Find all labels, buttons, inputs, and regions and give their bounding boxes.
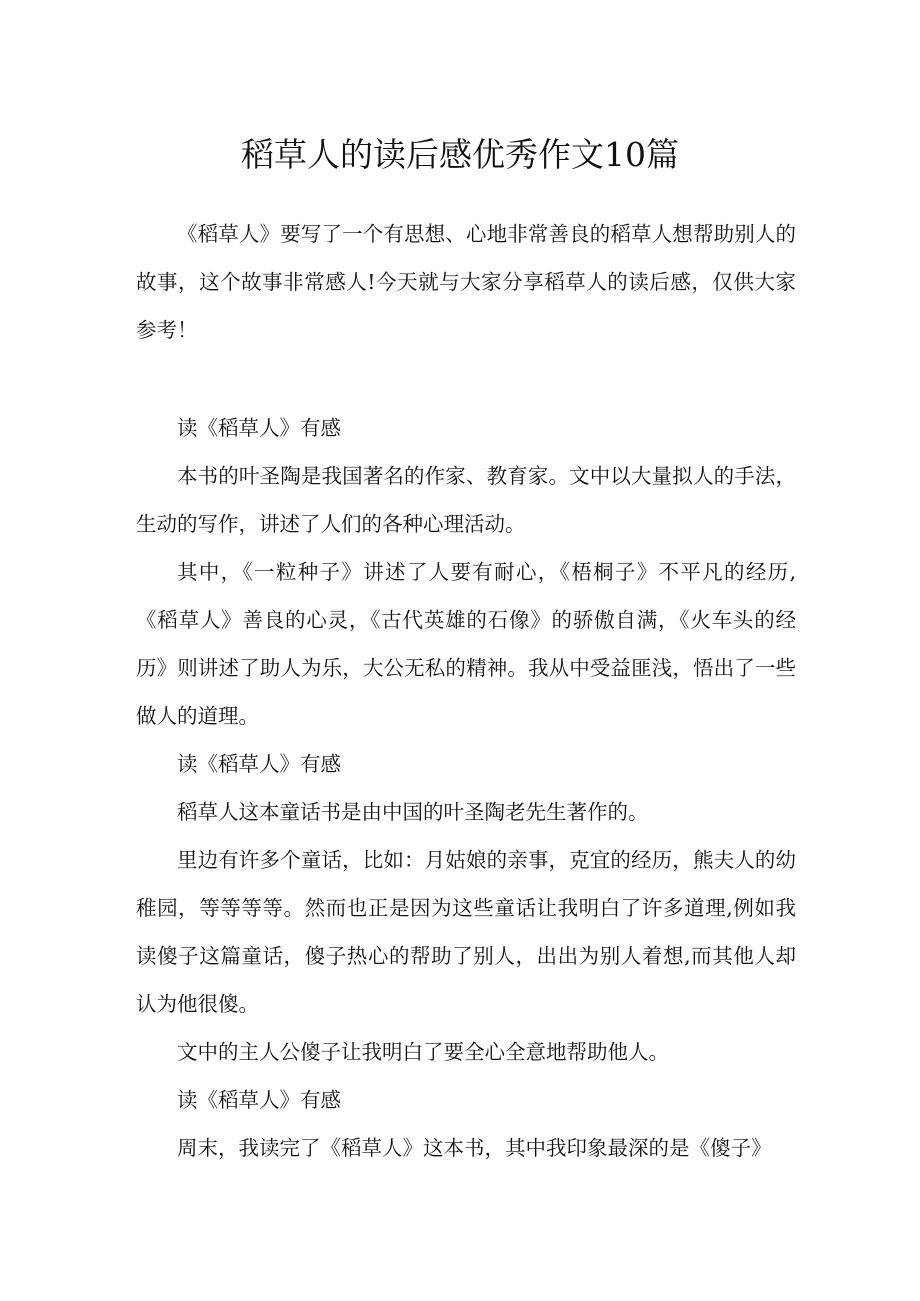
section-heading: 读《稻草人》有感 — [177, 752, 341, 776]
body-paragraph: 稻草人这本童话书是由中国的叶圣陶老先生著作的。 — [177, 800, 649, 824]
section-heading: 读《稻草人》有感 — [177, 416, 341, 440]
body-paragraph: 本书的叶圣陶是我国著名的作家、教育家。文中以大量拟人的手法，生动的写作，讲述了人们的各种心理活动。 — [136, 464, 796, 536]
body-paragraph: 其中，《一粒种子》讲述了人要有耐心，《梧桐子》不平凡的经历,《稻草人》善良的心灵，《古代英雄的石像》的骄傲自满，《火车头的经历》则讲述了助人为乐，大公无私的精神。我从中受益匪浅，悟出了一些做人的道理。 — [136, 560, 796, 728]
body-paragraph: 里边有许多个童话，比如：月姑娘的亲事，克宜的经历，熊夫人的幼稚园，等等等等。然而也正是因为这些童话让我明白了许多道理,例如我读傻子这篇童话，傻子热心的帮助了别人，出出为别人着想,而其他人却认为他很傻。 — [136, 848, 796, 1016]
body-paragraph: 周末，我读完了《稻草人》这本书，其中我印象最深的是《傻子》 — [177, 1136, 772, 1160]
intro-paragraph: 《稻草人》要写了一个有思想、心地非常善良的稻草人想帮助别人的故事，这个故事非常感人!今天就与大家分享稻草人的读后感，仅供大家参考！ — [136, 222, 796, 342]
section-heading: 读《稻草人》有感 — [177, 1088, 341, 1112]
document-title: 稻草人的读后感优秀作文10篇 — [241, 135, 679, 174]
document-body — [136, 210, 796, 1172]
body-paragraph: 文中的主人公傻子让我明白了要全心全意地帮助他人。 — [177, 1040, 669, 1064]
